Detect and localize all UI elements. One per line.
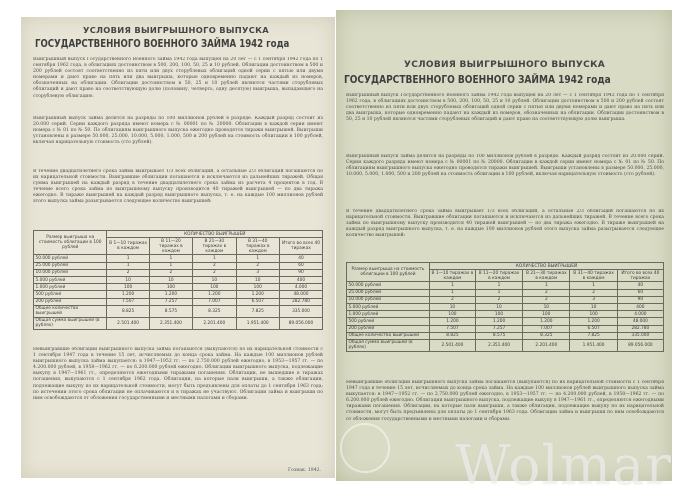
prize-amount-cell: 25.000 рублей — [34, 262, 107, 269]
prize-count-cell: 4.000 — [617, 311, 663, 318]
prize-amount-cell: 5.000 рублей — [34, 276, 107, 283]
right-series-paragraph: Выигрышный выпуск займа делится на разряды по 100 миллионов рублей в разряде. Каждый разряд состоит из 20.000 серий. Серии каждого разряда имеют номера с № 00001 по № 20000. Облигации в каждой серии имеют номера с № 01 по № 50. По облигациям выигрышного выпуска ежегодно проводятся тиражи выигрышей. Выигрыши установлены в размере 50.000, 25.000, 10.000, 5.000, 1.000, 500 и 200 рублей на стоимость облигации в 100 рублей, включая нарицательную стоимость (сто рублей). — [346, 154, 664, 178]
table-row — [34, 255, 323, 262]
left-redemption-paragraph: Невыигравшие облигации выигрышного выпуска займа погашаются (выкупаются) по их нарицательной стоимости с 1 сентября 1947 года в течение 15 лет, исчисляемых до конца срока займа. На каждые 100 миллионов рублей выигрышного выпуска займа выкупается: в 1947—1952 гг. — по 2.750.000 рублей ежегодно, в 1953—1957 гг. — по 4.200.000 рублей, в 1958—1962 гг. — по 6.200.000 рублей ежегодно. Облигации выигрышного выпуска, подлежащие выкупу в 1947—1961 гг., определяются ежегодными тиражами погашения. Облигации, не вышедшие в тиражах погашения, выкупаются с 1 сентября 1962 года. Облигации, на которые пали выигрыши, а также облигации, подлежащие выкупу по их нарицательной стоимости, могут быть предъявлены для оплаты до 1 сентября 1963 года; по истечении этого срока облигации не оплачиваются и в тиражах не участвуют. Облигации займа и выигрыши по ним освобождаются от обложения государственными и местными налогами и сборами. — [33, 347, 323, 401]
prize-count-cell: 1.200 — [236, 291, 279, 298]
total-count-label: Общее количество выигрышей — [34, 305, 107, 317]
prize-count-cell: 2 — [523, 289, 570, 296]
draw-column-header: Итого во всех 40 тиражах — [617, 270, 663, 282]
prize-count-cell: 282.780 — [617, 325, 663, 332]
draw-column-header: В 31—40 тиражах в каждом — [570, 270, 617, 282]
total-count-cell: 8.575 — [149, 305, 192, 317]
total-sum-row — [347, 339, 664, 351]
draw-column-header: В 21—30 тиражах в каждом — [193, 238, 236, 255]
prize-count-cell: 2 — [523, 296, 570, 303]
prize-count-cell: 6.507 — [570, 325, 617, 332]
prize-count-cell: 100 — [523, 311, 570, 318]
prize-count-cell: 1 — [430, 289, 476, 296]
prize-count-cell: 1.200 — [149, 291, 192, 298]
prize-count-cell: 1 — [193, 255, 236, 262]
prize-count-cell: 1.200 — [570, 318, 617, 325]
draw-column-header: Итого во всех 40 тиражах — [279, 238, 322, 255]
prize-count-cell: 10 — [107, 276, 149, 283]
prize-count-cell: 3 — [570, 296, 617, 303]
table-row — [347, 296, 664, 303]
prize-count-cell: 60 — [279, 262, 322, 269]
draw-column-header: В 1—10 тиражах в каждом — [107, 238, 149, 255]
prize-amount-cell: 200 рублей — [34, 298, 107, 305]
prize-count-cell: 1.200 — [523, 318, 570, 325]
prize-count-cell: 100 — [149, 284, 192, 291]
prize-count-cell: 2 — [475, 296, 522, 303]
draw-column-header: В 11—20 тиражах в каждом — [149, 238, 192, 255]
total-sum-cell: 2.501.400 — [107, 317, 149, 329]
draw-column-header: В 1—10 тиражах в каждом — [430, 270, 476, 282]
table-row — [347, 325, 664, 332]
prize-count-cell: 1 — [107, 262, 149, 269]
table-row — [347, 282, 664, 289]
prize-amount-cell: 500 рублей — [34, 291, 107, 298]
total-count-cell: 7.825 — [236, 305, 279, 317]
prize-count-cell: 2 — [149, 269, 192, 276]
prize-count-cell: 2 — [193, 269, 236, 276]
total-sum-cell: 2.351.400 — [149, 317, 192, 329]
prize-count-cell: 10 — [149, 276, 192, 283]
total-sum-label: Общая сумма выигрышей (в рублях) — [34, 317, 107, 329]
prize-amount-cell: 25.000 рублей — [347, 289, 430, 296]
prize-count-cell: 7.007 — [523, 325, 570, 332]
prize-amount-cell: 50.000 рублей — [347, 282, 430, 289]
total-count-cell: 335.000 — [279, 305, 322, 317]
left-intro-paragraph: Выигрышный выпуск Государственного Военного займа 1942 года выпущен на 20 лет — с 1 сентября 1942 года по 1 сентября 1962 года, в облигациях достоинством в 500, 200, 100, 50, 25 и 10 рублей. Облигации достоинством в 500 и 200 рублей состоят соответственно из пяти или двух сторублевых облигаций одной серии с пятью или двумя номерами и дают право на пять или два выигрыша, которые одновременно падают на каждый из номеров, обозначенных на облигации. Облигации достоинством в 50, 25 и 10 рублей являются частями сторублевых облигаций и дают право на соответствующую долю (половину, четверть, одну десятую) выигрыша, выпадающего на сторублевую облигацию. — [33, 57, 323, 99]
prize-amount-cell: 5.000 рублей — [347, 303, 430, 310]
draw-column-header: В 31—40 тиражах в каждом — [236, 238, 279, 255]
prize-count-cell: 1.200 — [430, 318, 476, 325]
watermark: Wolmar — [455, 434, 672, 497]
left-draws-paragraph: В течение двадцатилетнего срока займа выигрывает 1/3 всех облигаций, а остальные 2/3 облигаций погашаются по их нарицательной стоимости. Выигравшие облигации погашаются и исключаются из дальнейших тиражей. Общая сумма выигрышей на каждый разряд в течение двадцатилетнего срока займа из расчета 4 процентов в год. В течение всего срока займа по выигрышному выпуску производится 40 тиражей выигрышей — по два тиража ежегодно. В тираже выигрышей на каждый разряд выигрышного выпуска, т. е. на каждые 100 миллионов рублей этого выпуска займа разыгрывается следующее количество выигрышей: — [33, 169, 323, 205]
right-title-line1: УСЛОВИЯ ВЫИГРЫШНОГО ВЫПУСКА — [404, 60, 606, 70]
prize-amount-cell: 200 рублей — [347, 325, 430, 332]
prize-count-cell: 2 — [193, 262, 236, 269]
table-row — [34, 284, 323, 291]
left-series-paragraph: Выигрышный выпуск займа делится на разряды по 100 миллионов рублей в разряде. Каждый разряд состоит из 20.000 серий. Серии каждого разряда имеют номера с № 00001 по № 20000. Облигации в каждой серии имеют номера с № 01 по № 50. По облигациям выигрышного выпуска ежегодно проводятся тиражи выигрышей. Выигрыши установлены в размере 50.000, 25.000, 10.000, 5.000, 1.000, 500 и 200 рублей на стоимость облигации в 100 рублей, включая нарицательную стоимость (сто рублей). — [33, 116, 323, 146]
prize-count-cell: 7.007 — [193, 298, 236, 305]
prize-count-group-header: КОЛИЧЕСТВО ВЫИГРЫШЕЙ — [430, 263, 664, 270]
prize-amount-cell: 1.000 рублей — [347, 311, 430, 318]
draw-column-header: В 11—20 тиражах в каждом — [475, 270, 522, 282]
prize-count-cell: 2 — [570, 289, 617, 296]
table-row — [34, 276, 323, 283]
total-sum-cell: 2.201.400 — [193, 317, 236, 329]
left-title-line2: ГОСУДАРСТВЕННОГО ВОЕННОГО ЗАЙМА 1942 года — [35, 38, 290, 50]
right-prize-table — [346, 262, 664, 352]
prize-count-cell: 40 — [617, 282, 663, 289]
total-count-cell: 8.325 — [523, 332, 570, 339]
prize-count-group-header: КОЛИЧЕСТВО ВЫИГРЫШЕЙ — [107, 231, 323, 238]
total-sum-cell: 2.351.400 — [475, 339, 522, 351]
prize-count-cell: 100 — [430, 311, 476, 318]
table-row — [34, 269, 323, 276]
prize-count-cell: 1 — [107, 255, 149, 262]
right-title-line2: ГОСУДАРСТВЕННОГО ВОЕННОГО ЗАЙМА 1942 года — [344, 73, 611, 86]
total-count-row — [347, 332, 664, 339]
prize-count-cell: 100 — [107, 284, 149, 291]
table-row — [347, 318, 664, 325]
prize-count-cell: 4.000 — [279, 284, 322, 291]
prize-count-cell: 48.000 — [617, 318, 663, 325]
left-prize-table — [33, 230, 323, 330]
prize-count-cell: 1 — [523, 282, 570, 289]
prize-amount-cell: 50.000 рублей — [34, 255, 107, 262]
prize-count-cell: 1 — [236, 255, 279, 262]
prize-count-cell: 10 — [523, 303, 570, 310]
prize-amount-cell: 1.000 рублей — [34, 284, 107, 291]
prize-count-cell: 10 — [570, 303, 617, 310]
total-sum-cell: 1.951.400 — [570, 339, 617, 351]
total-count-cell: 8.825 — [107, 305, 149, 317]
total-count-cell: 8.325 — [193, 305, 236, 317]
prize-count-cell: 10 — [236, 276, 279, 283]
prize-count-cell: 60 — [617, 289, 663, 296]
total-sum-label: Общая сумма выигрышей (в рублях) — [347, 339, 430, 351]
prize-count-cell: 1 — [475, 282, 522, 289]
prize-count-cell: 7.507 — [107, 298, 149, 305]
table-row — [347, 311, 664, 318]
prize-count-cell: 6.507 — [236, 298, 279, 305]
total-sum-cell: 89.056.000 — [617, 339, 663, 351]
prize-count-cell: 1 — [149, 262, 192, 269]
bond-back-right — [336, 10, 672, 481]
prize-count-cell: 2 — [236, 262, 279, 269]
prize-count-cell: 10 — [430, 303, 476, 310]
prize-amount-cell: 10.000 рублей — [347, 296, 430, 303]
table-row — [34, 291, 323, 298]
prize-count-cell: 2 — [430, 296, 476, 303]
total-sum-cell: 89.056.000 — [279, 317, 322, 329]
prize-count-cell: 100 — [236, 284, 279, 291]
prize-count-cell: 7.507 — [430, 325, 476, 332]
total-sum-row — [34, 317, 323, 329]
bond-back-left — [21, 17, 335, 478]
prize-size-header: Размер выигрыша на стоимость облигации в 100 рублей — [347, 263, 430, 282]
table-row — [347, 303, 664, 310]
prize-count-cell: 3 — [236, 269, 279, 276]
total-count-cell: 8.825 — [430, 332, 476, 339]
prize-size-header: Размер выигрыша на стоимость облигации в 100 рублей — [34, 231, 107, 255]
prize-count-cell: 7.257 — [149, 298, 192, 305]
prize-count-cell: 400 — [279, 276, 322, 283]
prize-count-cell: 1 — [475, 289, 522, 296]
prize-count-cell: 2 — [107, 269, 149, 276]
right-redemption-paragraph: Невыигравшие облигации выигрышного выпуска займа погашаются (выкупаются) по их нарицательной стоимости с 1 сентября 1947 года в течение 15 лет, исчисляемых до конца срока займа. На каждые 100 миллионов рублей выигрышного выпуска займа выкупается: в 1947—1952 гг. — по 2.750.000 рублей ежегодно, в 1953—1957 гг. — по 4.200.000 рублей, в 1958—1962 гг. — по 6.200.000 рублей ежегодно. Облигации выигрышного выпуска, подлежащие выкупу в 1947—1961 гг., определяются ежегодными тиражами погашения. Облигации, на которые пали выигрыши, а также облигации, подлежащие выкупу по их нарицательной стоимости, могут быть предъявлены для оплаты до 1 сентября 1963 года. Облигации займа и выигрыши по ним освобождаются от обложения государственными и местными налогами и сборами. — [346, 380, 664, 422]
total-count-cell: 8.575 — [475, 332, 522, 339]
prize-count-cell: 40 — [279, 255, 322, 262]
left-title-line1: УСЛОВИЯ ВЫИГРЫШНОГО ВЫПУСКА — [83, 25, 269, 35]
prize-count-cell: 10 — [475, 303, 522, 310]
prize-count-cell: 1.200 — [193, 291, 236, 298]
prize-count-cell: 100 — [475, 311, 522, 318]
prize-amount-cell: 10.000 рублей — [34, 269, 107, 276]
right-intro-paragraph: Выигрышный выпуск Государственного Военного займа 1942 года выпущен на 20 лет — с 1 сентября 1942 года по 1 сентября 1962 года, в облигациях достоинством в 500, 200, 100, 50, 25 и 10 рублей. Облигации достоинством в 500 и 200 рублей состоят соответственно из пяти или двух сторублевых облигаций одной серии с пятью или двумя номерами и дают право на пять или два выигрыша, которые одновременно падают на каждый из номеров, обозначенных на облигации. Облигации достоинством в 50, 25 и 10 рублей являются частями сторублевых облигаций и дают право на соответствующую долю выигрыша. — [346, 93, 664, 123]
total-sum-cell: 2.501.400 — [430, 339, 476, 351]
right-draws-paragraph: В течение двадцатилетнего срока займа выигрывает 1/3 всех облигаций, а остальные 2/3 облигаций погашаются по их нарицательной стоимости. Выигравшие облигации погашаются и исключаются из дальнейших тиражей. В течение всего срока займа по выигрышному выпуску производится 40 тиражей выигрышей — по два тиража ежегодно. В тираже выигрышей на каждый разряд выигрышного выпуска, т. е. на каждые 100 миллионов рублей этого выпуска займа разыгрывается следующее количество выигрышей: — [346, 209, 664, 239]
prize-count-cell: 90 — [617, 296, 663, 303]
prize-count-cell: 90 — [279, 269, 322, 276]
table-row — [34, 262, 323, 269]
prize-count-cell: 1.200 — [475, 318, 522, 325]
prize-count-cell: 10 — [193, 276, 236, 283]
prize-count-cell: 1 — [430, 282, 476, 289]
prize-count-cell: 7.257 — [475, 325, 522, 332]
prize-count-cell: 282.780 — [279, 298, 322, 305]
total-count-row — [34, 305, 323, 317]
table-row — [34, 298, 323, 305]
prize-count-cell: 1.200 — [107, 291, 149, 298]
total-sum-cell: 2.201.400 — [523, 339, 570, 351]
total-count-label: Общее количество выигрышей — [347, 332, 430, 339]
prize-count-cell: 1 — [570, 282, 617, 289]
total-sum-cell: 1.951.400 — [236, 317, 279, 329]
prize-count-cell: 400 — [617, 303, 663, 310]
total-count-cell: 7.825 — [570, 332, 617, 339]
watermark-emblem-icon — [340, 423, 390, 473]
total-count-cell: 335.000 — [617, 332, 663, 339]
table-row — [347, 289, 664, 296]
left-footnote: Гознак. 1942. — [287, 468, 321, 473]
prize-count-cell: 48.000 — [279, 291, 322, 298]
prize-count-cell: 100 — [193, 284, 236, 291]
prize-count-cell: 100 — [570, 311, 617, 318]
prize-amount-cell: 500 рублей — [347, 318, 430, 325]
draw-column-header: В 21—30 тиражах в каждом — [523, 270, 570, 282]
prize-count-cell: 1 — [149, 255, 192, 262]
